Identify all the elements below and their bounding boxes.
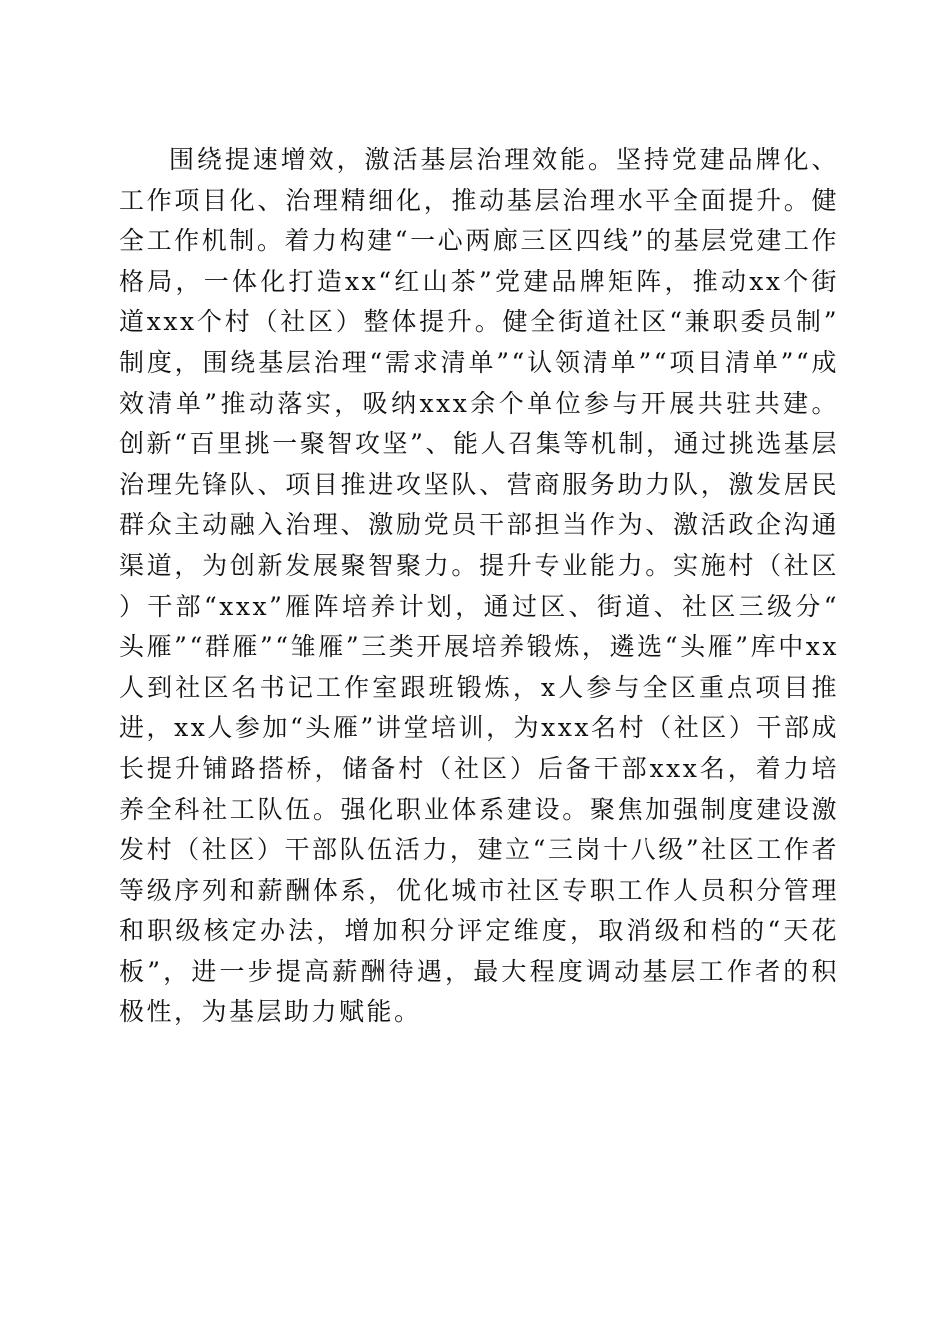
body-paragraph: 围绕提速增效，激活基层治理效能。坚持党建品牌化、工作项目化、治理精细化，推动基层治理水平全面提升。健全工作机制。着力构建“一心两廊三区四线”的基层党建工作格局，一体化打造xx“红山茶”党建品牌矩阵，推动xx个街道xxx个村（社区）整体提升。健全街道社区“兼职委员制”制度，围绕基层治理“需求清单”“认领清单”“项目清单”“成效清单”推动落实，吸纳xxx余个单位参与开展共驻共建。创新“百里挑一聚智攻坚”、能人召集等机制，通过挑选基层治理先锋队、项目推进攻坚队、营商服务助力队，激发居民群众主动融入治理、激励党员干部担当作为、激活政企沟通渠道，为创新发展聚智聚力。提升专业能力。实施村（社区）干部“xxx”雁阵培养计划，通过区、街道、社区三级分“头雁”“群雁”“雏雁”三类开展培养锻炼，遴选“头雁”库中xx人到社区名书记工作室跟班锻炼，x人参与全区重点项目推进，xx人参加“头雁”讲堂培训，为xxx名村（社区）干部成长提升铺路搭桥，储备村（社区）后备干部xxx名，着力培养全科社工队伍。强化职业体系建设。聚焦加强制度建设激发村（社区）干部队伍活力，建立“三岗十八级”社区工作者等级序列和薪酬体系，优化城市社区专职工作人员积分管理和职级核定办法，增加积分评定维度，取消级和档的“天花板”，进一步提高薪酬待遇，最大程度调动基层工作者的积极性，为基层助力赋能。 (119, 145, 839, 1027)
